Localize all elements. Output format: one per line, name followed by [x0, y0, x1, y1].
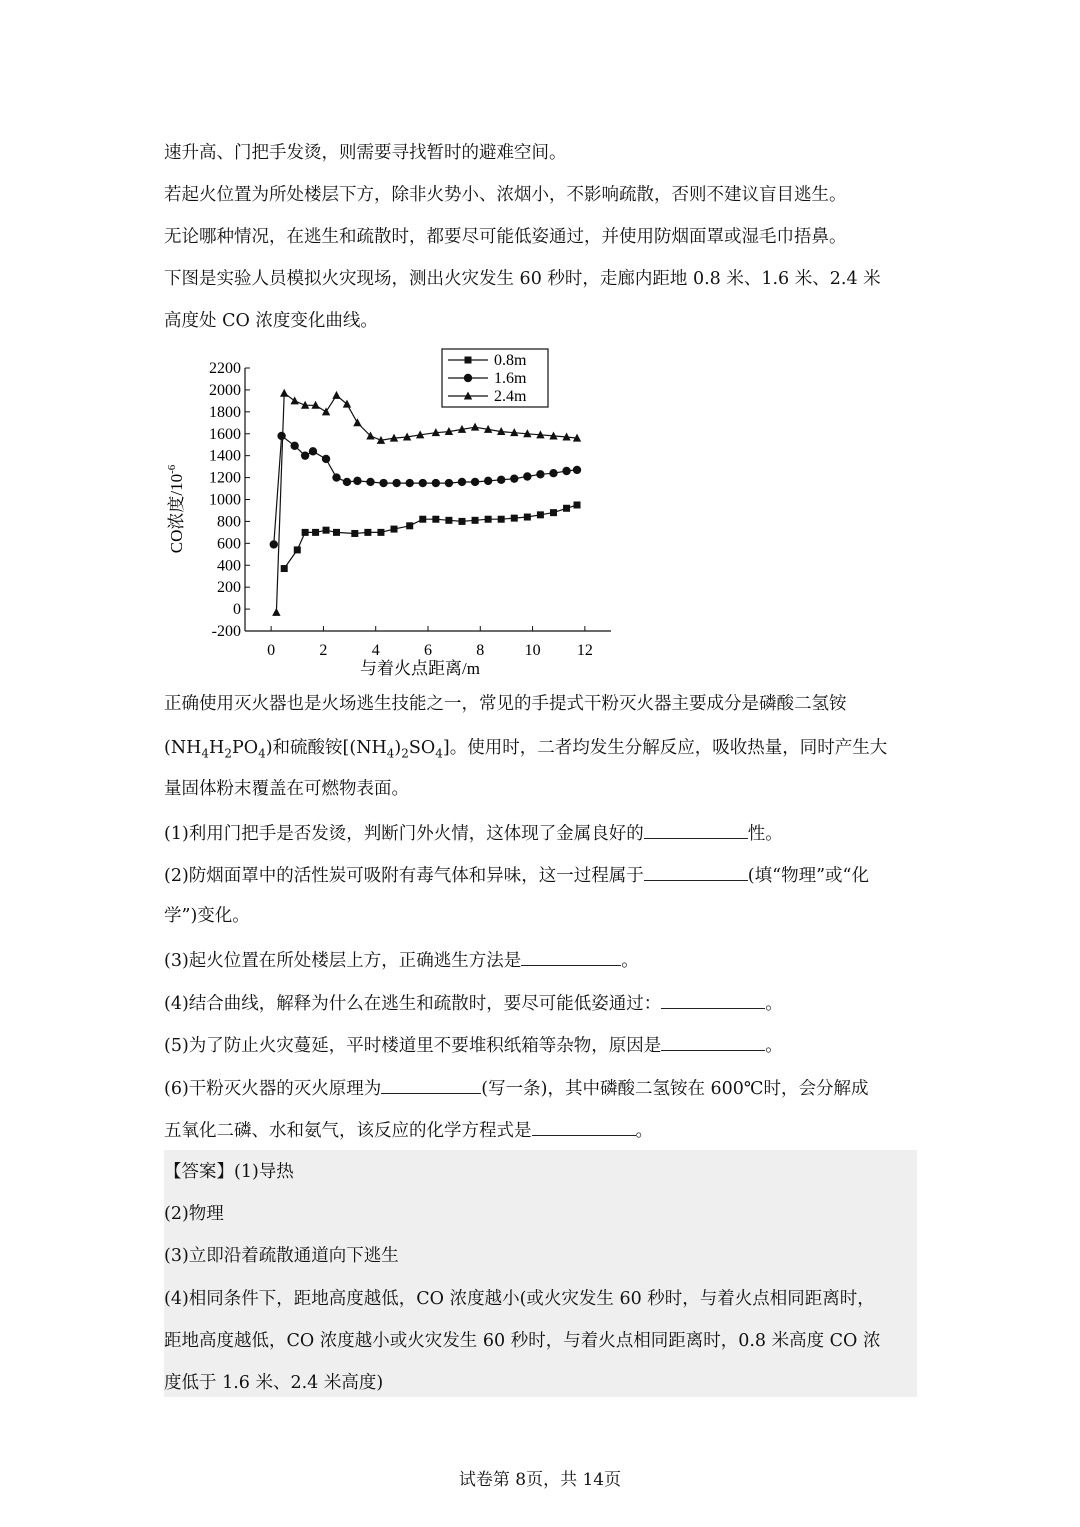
series-line	[274, 436, 577, 545]
answer-4-line3: 度低于 1.6 米、2.4 米高度)	[164, 1373, 384, 1393]
data-point	[353, 418, 361, 426]
data-point	[364, 529, 371, 536]
y-axis-label-exp: -6	[166, 464, 178, 474]
data-point	[445, 517, 452, 524]
chart-series	[270, 389, 582, 616]
x-tick-label: 2	[319, 642, 328, 659]
series-2.4m	[272, 389, 581, 616]
data-point	[458, 478, 466, 486]
legend-label: 0.8m	[494, 352, 527, 369]
y-tick-label: 1400	[209, 447, 241, 465]
question-6: (6)干粉灭火器的灭火原理为 (写一条)，其中磷酸二氢铵在 600℃时，会分解成	[164, 1075, 869, 1101]
y-axis-label-main: CO浓度/10	[167, 473, 186, 554]
y-tick-label: 1800	[209, 403, 241, 421]
answer-4-line1: (4)相同条件下，距地高度越低，CO 浓度越小(或火灾发生 60 秒时，与着火点相同距离时，	[164, 1289, 875, 1309]
data-point	[391, 526, 398, 533]
data-point	[472, 517, 479, 524]
formula-nh42so4: $[(NH_4)_2SO_4]$	[342, 738, 450, 761]
data-point	[343, 478, 351, 486]
data-point	[333, 529, 340, 536]
data-point	[290, 442, 298, 450]
paragraph-line: 若起火位置为所处楼层下方，除非火势小、浓烟小，不影响疏散，否则不建议盲目逃生。	[164, 185, 847, 205]
y-tick-label: -200	[211, 623, 241, 640]
paragraph-line: 量固体粉末覆盖在可燃物表面。	[164, 779, 409, 799]
paragraph-line: 高度处 CO 浓度变化曲线。	[164, 311, 378, 331]
data-point	[485, 516, 492, 523]
y-axis-label	[166, 464, 186, 553]
series-line	[276, 393, 577, 612]
question-5: (5)为了防止火灾蔓延，平时楼道里不要堆积纸箱等杂物，原因是 。	[164, 1032, 783, 1058]
data-point	[366, 478, 374, 486]
answer-blank[interactable]	[521, 947, 621, 966]
y-tick-label: 1000	[209, 491, 241, 509]
data-point	[312, 529, 319, 536]
data-point	[302, 529, 309, 536]
x-tick-label: 0	[267, 642, 276, 659]
question-2-cont: 学”)变化。	[164, 906, 250, 926]
data-point	[511, 515, 518, 522]
answer-blank[interactable]	[532, 1117, 636, 1136]
data-point	[432, 516, 439, 523]
data-point	[573, 466, 581, 474]
data-point	[377, 529, 384, 536]
data-point	[332, 391, 340, 399]
x-tick-label: 10	[524, 642, 541, 659]
data-point	[550, 509, 557, 516]
data-point	[294, 546, 301, 553]
y-tick-label: 1600	[209, 425, 241, 443]
x-tick-label: 4	[371, 642, 380, 659]
data-point	[323, 527, 330, 534]
answer-blank[interactable]	[381, 1075, 481, 1094]
question-4: (4)结合曲线，解释为什么在逃生和疏散时，要尽可能低姿通过： 。	[164, 990, 783, 1016]
x-tick-label: 12	[576, 642, 593, 659]
data-point	[353, 477, 361, 485]
y-tick-label: 200	[217, 579, 241, 597]
data-point	[537, 511, 544, 518]
data-point	[536, 470, 544, 478]
y-tick-label: 0	[233, 601, 241, 619]
data-point	[510, 474, 518, 482]
chart-svg	[160, 344, 620, 684]
data-point	[497, 476, 505, 484]
y-tick-label: 2000	[209, 381, 241, 399]
series-line	[284, 505, 577, 569]
data-point	[392, 479, 400, 487]
data-point	[322, 455, 330, 463]
paragraph-line: 无论哪种情况，在逃生和疏散时，都要尽可能低姿通过，并使用防烟面罩或湿毛巾捂鼻。	[164, 227, 847, 247]
data-point	[419, 479, 427, 487]
y-tick-label: 2200	[209, 360, 241, 377]
legend-label: 1.6m	[494, 370, 527, 387]
data-point	[524, 514, 531, 521]
data-point	[419, 516, 426, 523]
data-point	[445, 479, 453, 487]
data-point	[281, 565, 288, 572]
answer-blank[interactable]	[644, 820, 748, 839]
data-point	[471, 423, 479, 431]
y-tick-label: 800	[217, 513, 241, 531]
data-point	[351, 530, 358, 537]
data-point	[563, 505, 570, 512]
chart-axes	[245, 368, 611, 631]
formula-nh4h2po4: $(NH_4H_2PO_4)$	[164, 738, 273, 761]
paragraph-line: 下图是实验人员模拟火灾现场，测出火灾发生 60 秒时，走廊内距地 0.8 米、1.6 米、2.4 米	[164, 269, 881, 289]
data-point	[379, 479, 387, 487]
answer-blank[interactable]	[644, 862, 748, 881]
x-axis-label: 与着火点距离/m	[360, 659, 480, 678]
answer-box	[164, 1150, 917, 1397]
paragraph-line: $(NH_4H_2PO_4)$和硫酸铵$[(NH_4)_2SO_4]$。使用时，二者均发生分解反应，吸收热量，同时产生大	[164, 738, 888, 761]
answer-blank[interactable]	[661, 1032, 765, 1051]
legend-label: 2.4m	[494, 388, 527, 405]
data-point	[484, 477, 492, 485]
y-tick-label: 400	[217, 557, 241, 575]
answer-2: (2)物理	[164, 1204, 224, 1224]
data-point	[277, 432, 285, 440]
data-point	[498, 516, 505, 523]
answer-1: 【答案】(1)导热	[164, 1162, 294, 1182]
data-point	[458, 518, 465, 525]
data-point	[562, 467, 570, 475]
question-6-cont: 五氧化二磷、水和氨气，该反应的化学方程式是 。	[164, 1117, 653, 1143]
data-point	[465, 357, 472, 364]
paragraph-line: 正确使用灭火器也是火场逃生技能之一，常见的手提式干粉灭火器主要成分是磷酸二氢铵	[164, 694, 847, 714]
answer-4-line2: 距地高度越低，CO 浓度越小或火灾发生 60 秒时，与着火点相同距离时，0.8 米高度 CO 浓	[164, 1331, 881, 1351]
data-point	[549, 469, 557, 477]
data-point	[523, 472, 531, 480]
data-point	[332, 473, 340, 481]
data-point	[432, 479, 440, 487]
series-0.8m	[281, 501, 581, 572]
x-tick-label: 8	[476, 642, 485, 659]
data-point	[301, 451, 309, 459]
answer-3: (3)立即沿着疏散通道向下逃生	[164, 1246, 399, 1266]
page-footer: 试卷第 8页，共 14页	[458, 1470, 622, 1490]
data-point	[343, 400, 351, 408]
y-tick-label: 1200	[209, 469, 241, 487]
data-point	[406, 479, 414, 487]
data-point	[406, 522, 413, 529]
co-concentration-chart	[160, 344, 620, 684]
y-tick-label: 600	[217, 535, 241, 553]
data-point	[574, 501, 581, 508]
data-point	[464, 374, 472, 382]
data-point	[471, 478, 479, 486]
data-point	[280, 389, 288, 397]
data-point	[309, 447, 317, 455]
paragraph-line: 速升高、门把手发烫，则需要寻找暂时的避难空间。	[164, 143, 567, 163]
x-tick-label: 6	[424, 642, 432, 659]
chart-legend	[442, 349, 548, 407]
data-point	[272, 608, 280, 616]
answer-blank[interactable]	[661, 990, 765, 1009]
question-1: (1)利用门把手是否发烫，判断门外火情，这体现了金属良好的 性。	[164, 820, 783, 846]
data-point	[270, 540, 278, 548]
question-3: (3)起火位置在所处楼层上方，正确逃生方法是 。	[164, 947, 639, 973]
question-2: (2)防烟面罩中的活性炭可吸附有毒气体和异味，这一过程属于 (填“物理”或“化	[164, 862, 869, 888]
data-point	[290, 396, 298, 404]
data-point	[322, 407, 330, 415]
